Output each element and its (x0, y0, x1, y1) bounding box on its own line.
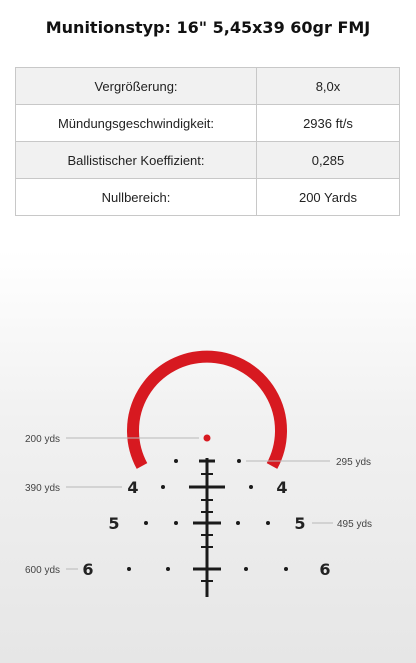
holdover-number-left-4: 4 (127, 478, 139, 497)
spec-value-muzzle-velocity: 2936 ft/s (257, 105, 400, 142)
windage-dot (161, 485, 165, 489)
holdover-number-left-6: 6 (82, 560, 94, 579)
center-dot (204, 435, 211, 442)
windage-dot (174, 521, 178, 525)
callout-295-yds: 295 yds (336, 457, 372, 468)
windage-dot (237, 459, 241, 463)
callout-495-yds: 495 yds (337, 519, 373, 530)
spec-value-ballistic-coefficient: 0,285 (257, 142, 400, 179)
windage-dot (174, 459, 178, 463)
windage-dot (127, 567, 131, 571)
holdover-number-right-5: 5 (294, 514, 306, 533)
windage-dot (144, 521, 148, 525)
spec-label-ballistic-coefficient: Ballistischer Koeffizient: (16, 142, 257, 179)
windage-dot (284, 567, 288, 571)
spec-value-zero-range: 200 Yards (257, 179, 400, 216)
windage-dot (166, 567, 170, 571)
holdover-number-right-4: 4 (276, 478, 288, 497)
horseshoe-ring (133, 357, 281, 466)
windage-dot (266, 521, 270, 525)
spec-label-zero-range: Nullbereich: (16, 179, 257, 216)
holdover-number-left-5: 5 (108, 514, 120, 533)
windage-dot (249, 485, 253, 489)
callout-200-yds: 200 yds (25, 434, 61, 445)
callout-600-yds: 600 yds (25, 565, 61, 576)
holdover-number-right-6: 6 (319, 560, 331, 579)
spec-label-muzzle-velocity: Mündungsgeschwindigkeit: (16, 105, 257, 142)
page-title: Munitionstyp: 16" 5,45x39 60gr FMJ (45, 18, 371, 37)
spec-value-magnification: 8,0x (257, 68, 400, 105)
spec-label-magnification: Vergrößerung: (16, 68, 257, 105)
windage-dot (244, 567, 248, 571)
windage-dot (236, 521, 240, 525)
callout-390-yds: 390 yds (25, 483, 61, 494)
